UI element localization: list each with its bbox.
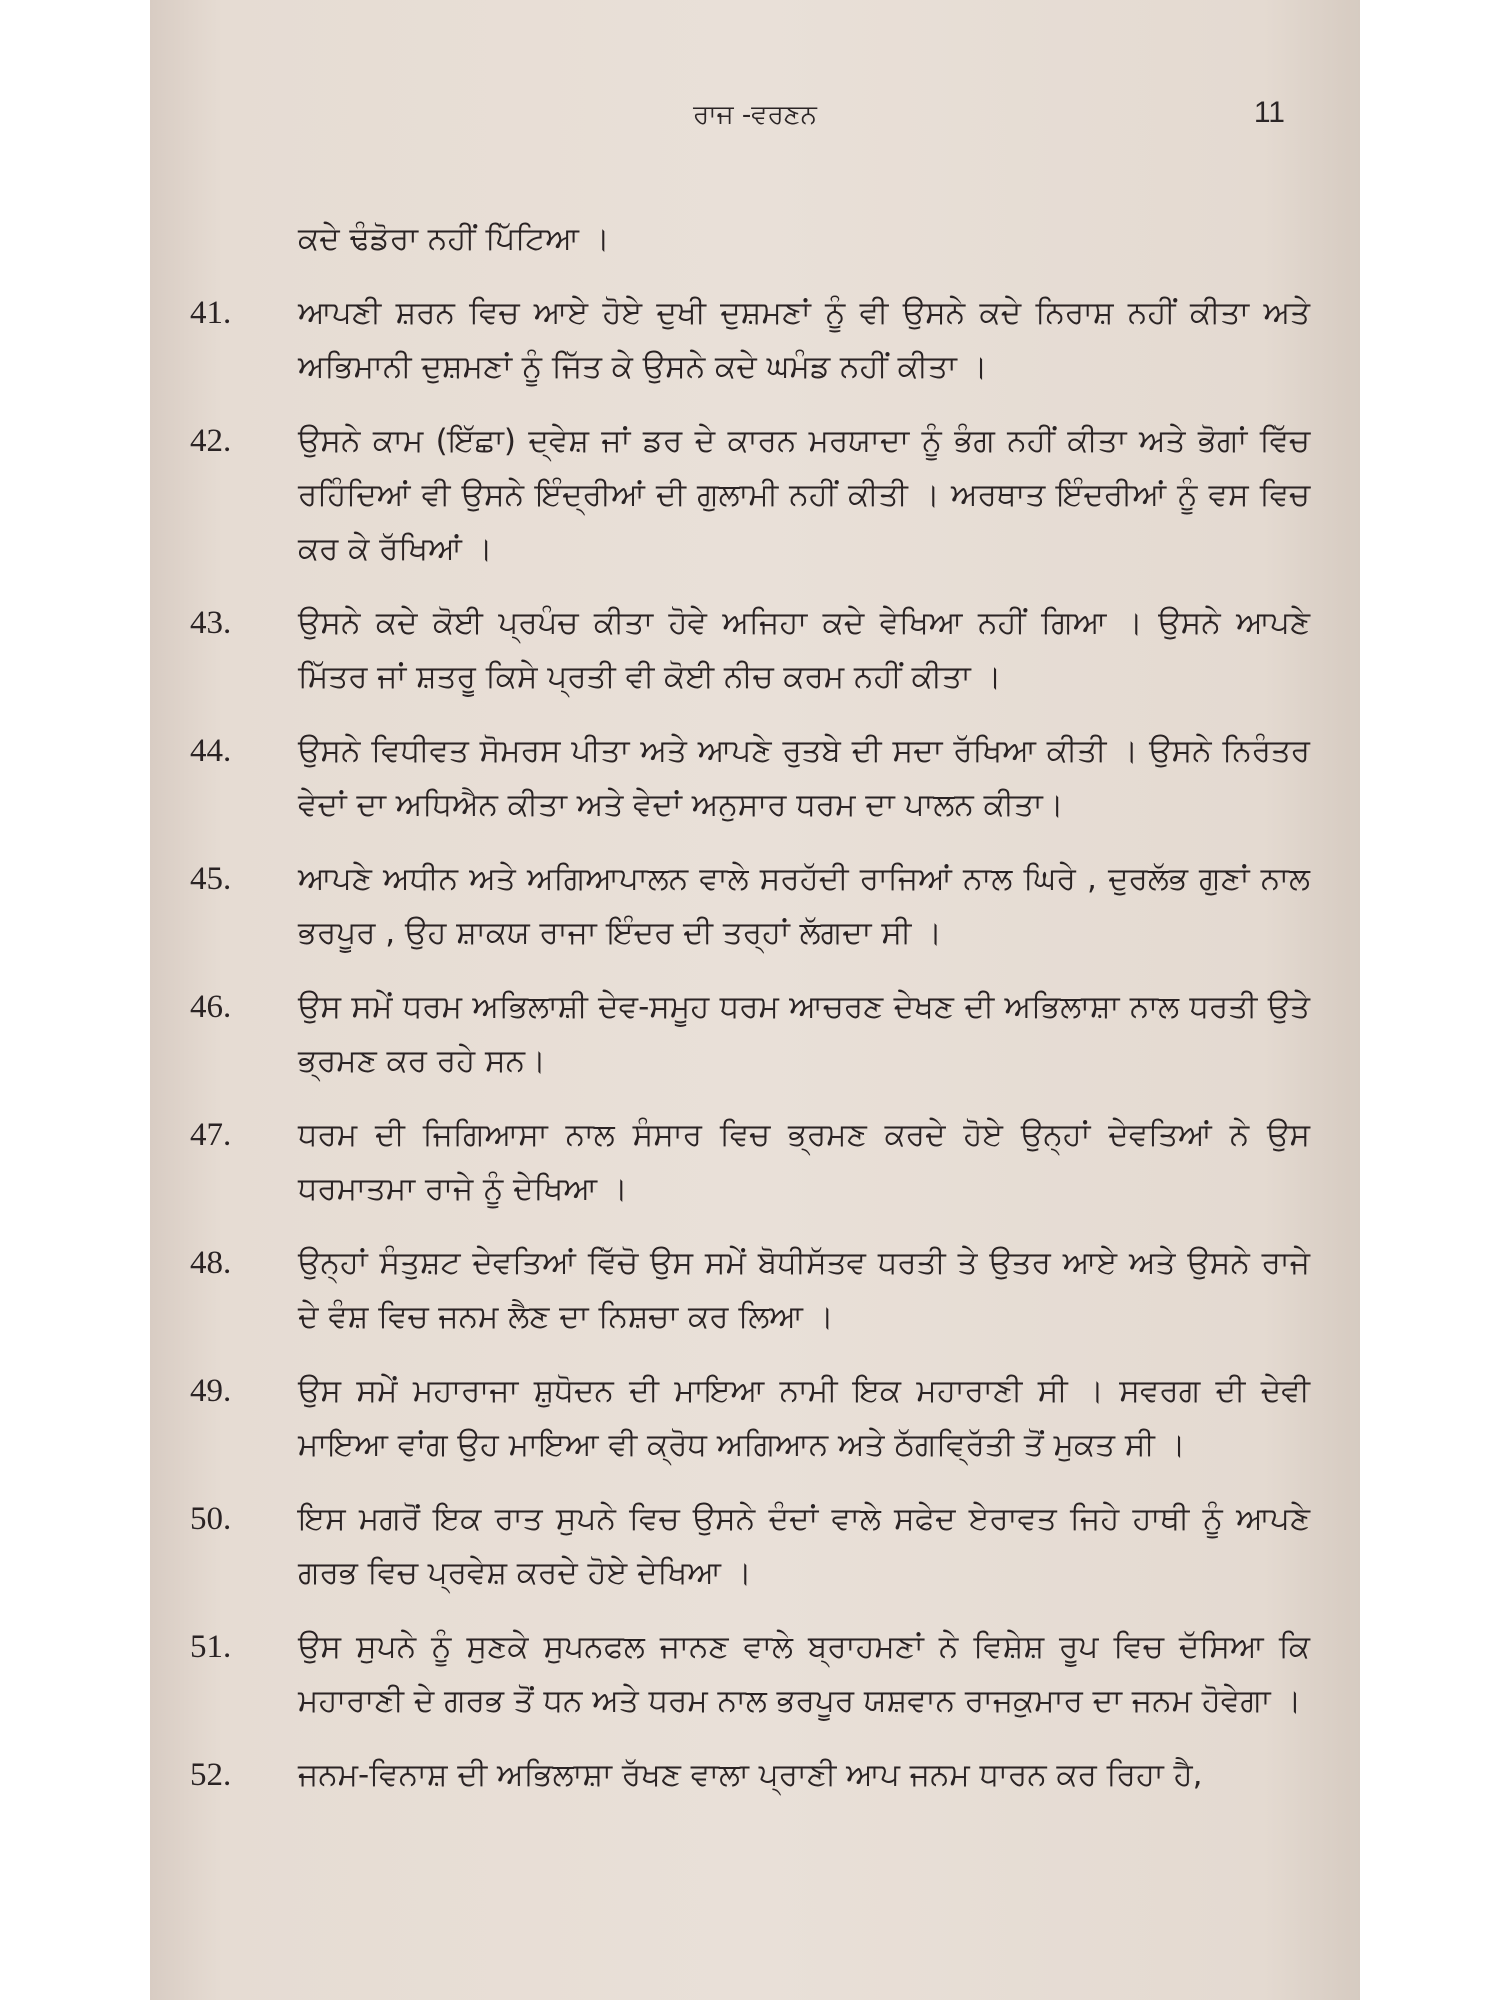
running-head: ਰਾਜ -ਵਰਣਨ bbox=[693, 100, 817, 130]
verse-number: 41. bbox=[190, 295, 232, 331]
verse-text: ਉਸਨੇ ਕਾਮ (ਇੱਛਾ) ਦ੍ਵੇਸ਼ ਜਾਂ ਡਰ ਦੇ ਕਾਰਨ ਮਰਯਾਦਾ ਨੂੰ ਭੰਗ ਨਹੀਂ ਕੀਤਾ ਅਤੇ ਭੋਗਾਂ ਵਿੱਚ ਰਹਿੰਦਿਆਂ ਵੀ ਉਸਨੇ ਇੰਦ੍ਰੀਆਂ ਦੀ ਗੁਲਾਮੀ ਨਹੀਂ ਕੀਤੀ । ਅਰਥਾਤ ਇੰਦਰੀਆਂ ਨੂੰ ਵਸ ਵਿਚ ਕਰ ਕੇ ਰੱਖਿਆਂ । bbox=[298, 423, 1310, 567]
verse-44 bbox=[150, 724, 1360, 832]
verse-45 bbox=[150, 852, 1360, 960]
verse-text: ਉਨ੍ਹਾਂ ਸੰਤੁਸ਼ਟ ਦੇਵਤਿਆਂ ਵਿੱਚੋ ਉਸ ਸਮੇਂ ਬੋਧੀਸੱਤਵ ਧਰਤੀ ਤੇ ਉਤਰ ਆਏ ਅਤੇ ਉਸਨੇ ਰਾਜੇ ਦੇ ਵੰਸ਼ ਵਿਚ ਜਨਮ ਲੈਣ ਦਾ ਨਿਸ਼ਚਾ ਕਰ ਲਿਆ । bbox=[298, 1245, 1310, 1335]
verse-number: 43. bbox=[190, 605, 232, 641]
verse-50 bbox=[150, 1492, 1360, 1600]
verse-number: 48. bbox=[190, 1245, 232, 1281]
verse-text: ਉਸਨੇ ਵਿਧੀਵਤ ਸੋਮਰਸ ਪੀਤਾ ਅਤੇ ਆਪਣੇ ਰੁਤਬੇ ਦੀ ਸਦਾ ਰੱਖਿਆ ਕੀਤੀ । ਉਸਨੇ ਨਿਰੰਤਰ ਵੇਦਾਂ ਦਾ ਅਧਿਐਨ ਕੀਤਾ ਅਤੇ ਵੇਦਾਂ ਅਨੁਸਾਰ ਧਰਮ ਦਾ ਪਾਲਨ ਕੀਤਾ। bbox=[298, 733, 1310, 823]
book-page bbox=[150, 0, 1360, 2000]
verse-number: 45. bbox=[190, 861, 232, 897]
verse-42 bbox=[150, 414, 1360, 576]
verse-52 bbox=[150, 1748, 1360, 1802]
verse-text: ਉਸ ਸੁਪਨੇ ਨੂੰ ਸੁਣਕੇ ਸੁਪਨਫਲ ਜਾਨਣ ਵਾਲੇ ਬ੍ਰਾਹਮਣਾਂ ਨੇ ਵਿਸ਼ੇਸ਼ ਰੂਪ ਵਿਚ ਦੱਸਿਆ ਕਿ ਮਹਾਰਾਣੀ ਦੇ ਗਰਭ ਤੋਂ ਧਨ ਅਤੇ ਧਰਮ ਨਾਲ ਭਰਪੂਰ ਯਸ਼ਵਾਨ ਰਾਜਕੁਮਾਰ ਦਾ ਜਨਮ ਹੋਵੇਗਾ । bbox=[298, 1629, 1310, 1719]
verse-47 bbox=[150, 1108, 1360, 1216]
verse-text: ਆਪਣੀ ਸ਼ਰਨ ਵਿਚ ਆਏ ਹੋਏ ਦੁਖੀ ਦੁਸ਼ਮਣਾਂ ਨੂੰ ਵੀ ਉਸਨੇ ਕਦੇ ਨਿਰਾਸ਼ ਨਹੀਂ ਕੀਤਾ ਅਤੇ ਅਭਿਮਾਨੀ ਦੁਸ਼ਮਣਾਂ ਨੂੰ ਜਿੱਤ ਕੇ ਉਸਨੇ ਕਦੇ ਘਮੰਡ ਨਹੀਂ ਕੀਤਾ । bbox=[298, 295, 1310, 385]
verse-41 bbox=[150, 286, 1360, 394]
verse-number: 42. bbox=[190, 423, 232, 459]
verse-text: ਧਰਮ ਦੀ ਜਿਗਿਆਸਾ ਨਾਲ ਸੰਸਾਰ ਵਿਚ ਭ੍ਰਮਣ ਕਰਦੇ ਹੋਏ ਉਨ੍ਹਾਂ ਦੇਵਤਿਆਂ ਨੇ ਉਸ ਧਰਮਾਤਮਾ ਰਾਜੇ ਨੂੰ ਦੇਖਿਆ । bbox=[298, 1117, 1310, 1207]
verse-number: 52. bbox=[190, 1757, 232, 1793]
verse-46 bbox=[150, 980, 1360, 1088]
verse-text: ਇਸ ਮਗਰੋਂ ਇਕ ਰਾਤ ਸੁਪਨੇ ਵਿਚ ਉਸਨੇ ਦੰਦਾਂ ਵਾਲੇ ਸਫੇਦ ਏਰਾਵਤ ਜਿਹੇ ਹਾਥੀ ਨੂੰ ਆਪਣੇ ਗਰਭ ਵਿਚ ਪ੍ਰਵੇਸ਼ ਕਰਦੇ ਹੋਏ ਦੇਖਿਆ । bbox=[298, 1501, 1310, 1591]
verse-51 bbox=[150, 1620, 1360, 1728]
page-header bbox=[150, 96, 1360, 136]
verse-text: ਜਨਮ-ਵਿਨਾਸ਼ ਦੀ ਅਭਿਲਾਸ਼ਾ ਰੱਖਣ ਵਾਲਾ ਪ੍ਰਾਣੀ ਆਪ ਜਨਮ ਧਾਰਨ ਕਰ ਰਿਹਾ ਹੈ, bbox=[298, 1757, 1203, 1793]
page-body bbox=[150, 212, 1360, 1822]
verse-49 bbox=[150, 1364, 1360, 1472]
verse-text: ਆਪਣੇ ਅਧੀਨ ਅਤੇ ਅਗਿਆਪਾਲਨ ਵਾਲੇ ਸਰਹੱਦੀ ਰਾਜਿਆਂ ਨਾਲ ਘਿਰੇ , ਦੁਰਲੱਭ ਗੁਣਾਂ ਨਾਲ ਭਰਪੂਰ , ਉਹ ਸ਼ਾਕਯ ਰਾਜਾ ਇੰਦਰ ਦੀ ਤਰ੍ਹਾਂ ਲੱਗਦਾ ਸੀ । bbox=[298, 861, 1310, 951]
verse-text: ਉਸਨੇ ਕਦੇ ਕੋਈ ਪ੍ਰਪੰਚ ਕੀਤਾ ਹੋਵੇ ਅਜਿਹਾ ਕਦੇ ਵੇਖਿਆ ਨਹੀਂ ਗਿਆ । ਉਸਨੇ ਆਪਣੇ ਮਿੱਤਰ ਜਾਂ ਸ਼ਤਰੂ ਕਿਸੇ ਪ੍ਰਤੀ ਵੀ ਕੋਈ ਨੀਚ ਕਰਮ ਨਹੀਂ ਕੀਤਾ । bbox=[298, 605, 1310, 695]
verse-48 bbox=[150, 1236, 1360, 1344]
verse-number: 49. bbox=[190, 1373, 232, 1409]
verse-number: 46. bbox=[190, 989, 232, 1025]
page-number: 11 bbox=[1253, 96, 1285, 129]
continued-text: ਕਦੇ ਢੰਡੋਰਾ ਨਹੀਂ ਪਿੱਟਿਆ । bbox=[298, 221, 610, 257]
verse-number: 51. bbox=[190, 1629, 232, 1665]
verse-43 bbox=[150, 596, 1360, 704]
continued-paragraph bbox=[150, 212, 1360, 266]
verse-number: 47. bbox=[190, 1117, 232, 1153]
verse-text: ਉਸ ਸਮੇਂ ਧਰਮ ਅਭਿਲਾਸ਼ੀ ਦੇਵ-ਸਮੂਹ ਧਰਮ ਆਚਰਣ ਦੇਖਣ ਦੀ ਅਭਿਲਾਸ਼ਾ ਨਾਲ ਧਰਤੀ ਉਤੇ ਭ੍ਰਮਣ ਕਰ ਰਹੇ ਸਨ। bbox=[298, 989, 1310, 1079]
verse-number: 44. bbox=[190, 733, 232, 769]
verse-number: 50. bbox=[190, 1501, 232, 1537]
verse-text: ਉਸ ਸਮੇਂ ਮਹਾਰਾਜਾ ਸ਼ੁਧੋਦਨ ਦੀ ਮਾਇਆ ਨਾਮੀ ਇਕ ਮਹਾਰਾਣੀ ਸੀ । ਸਵਰਗ ਦੀ ਦੇਵੀ ਮਾਇਆ ਵਾਂਗ ਉਹ ਮਾਇਆ ਵੀ ਕ੍ਰੋਧ ਅਗਿਆਨ ਅਤੇ ਠੱਗਵ੍ਰਿੱਤੀ ਤੋਂ ਮੁਕਤ ਸੀ । bbox=[298, 1373, 1310, 1463]
